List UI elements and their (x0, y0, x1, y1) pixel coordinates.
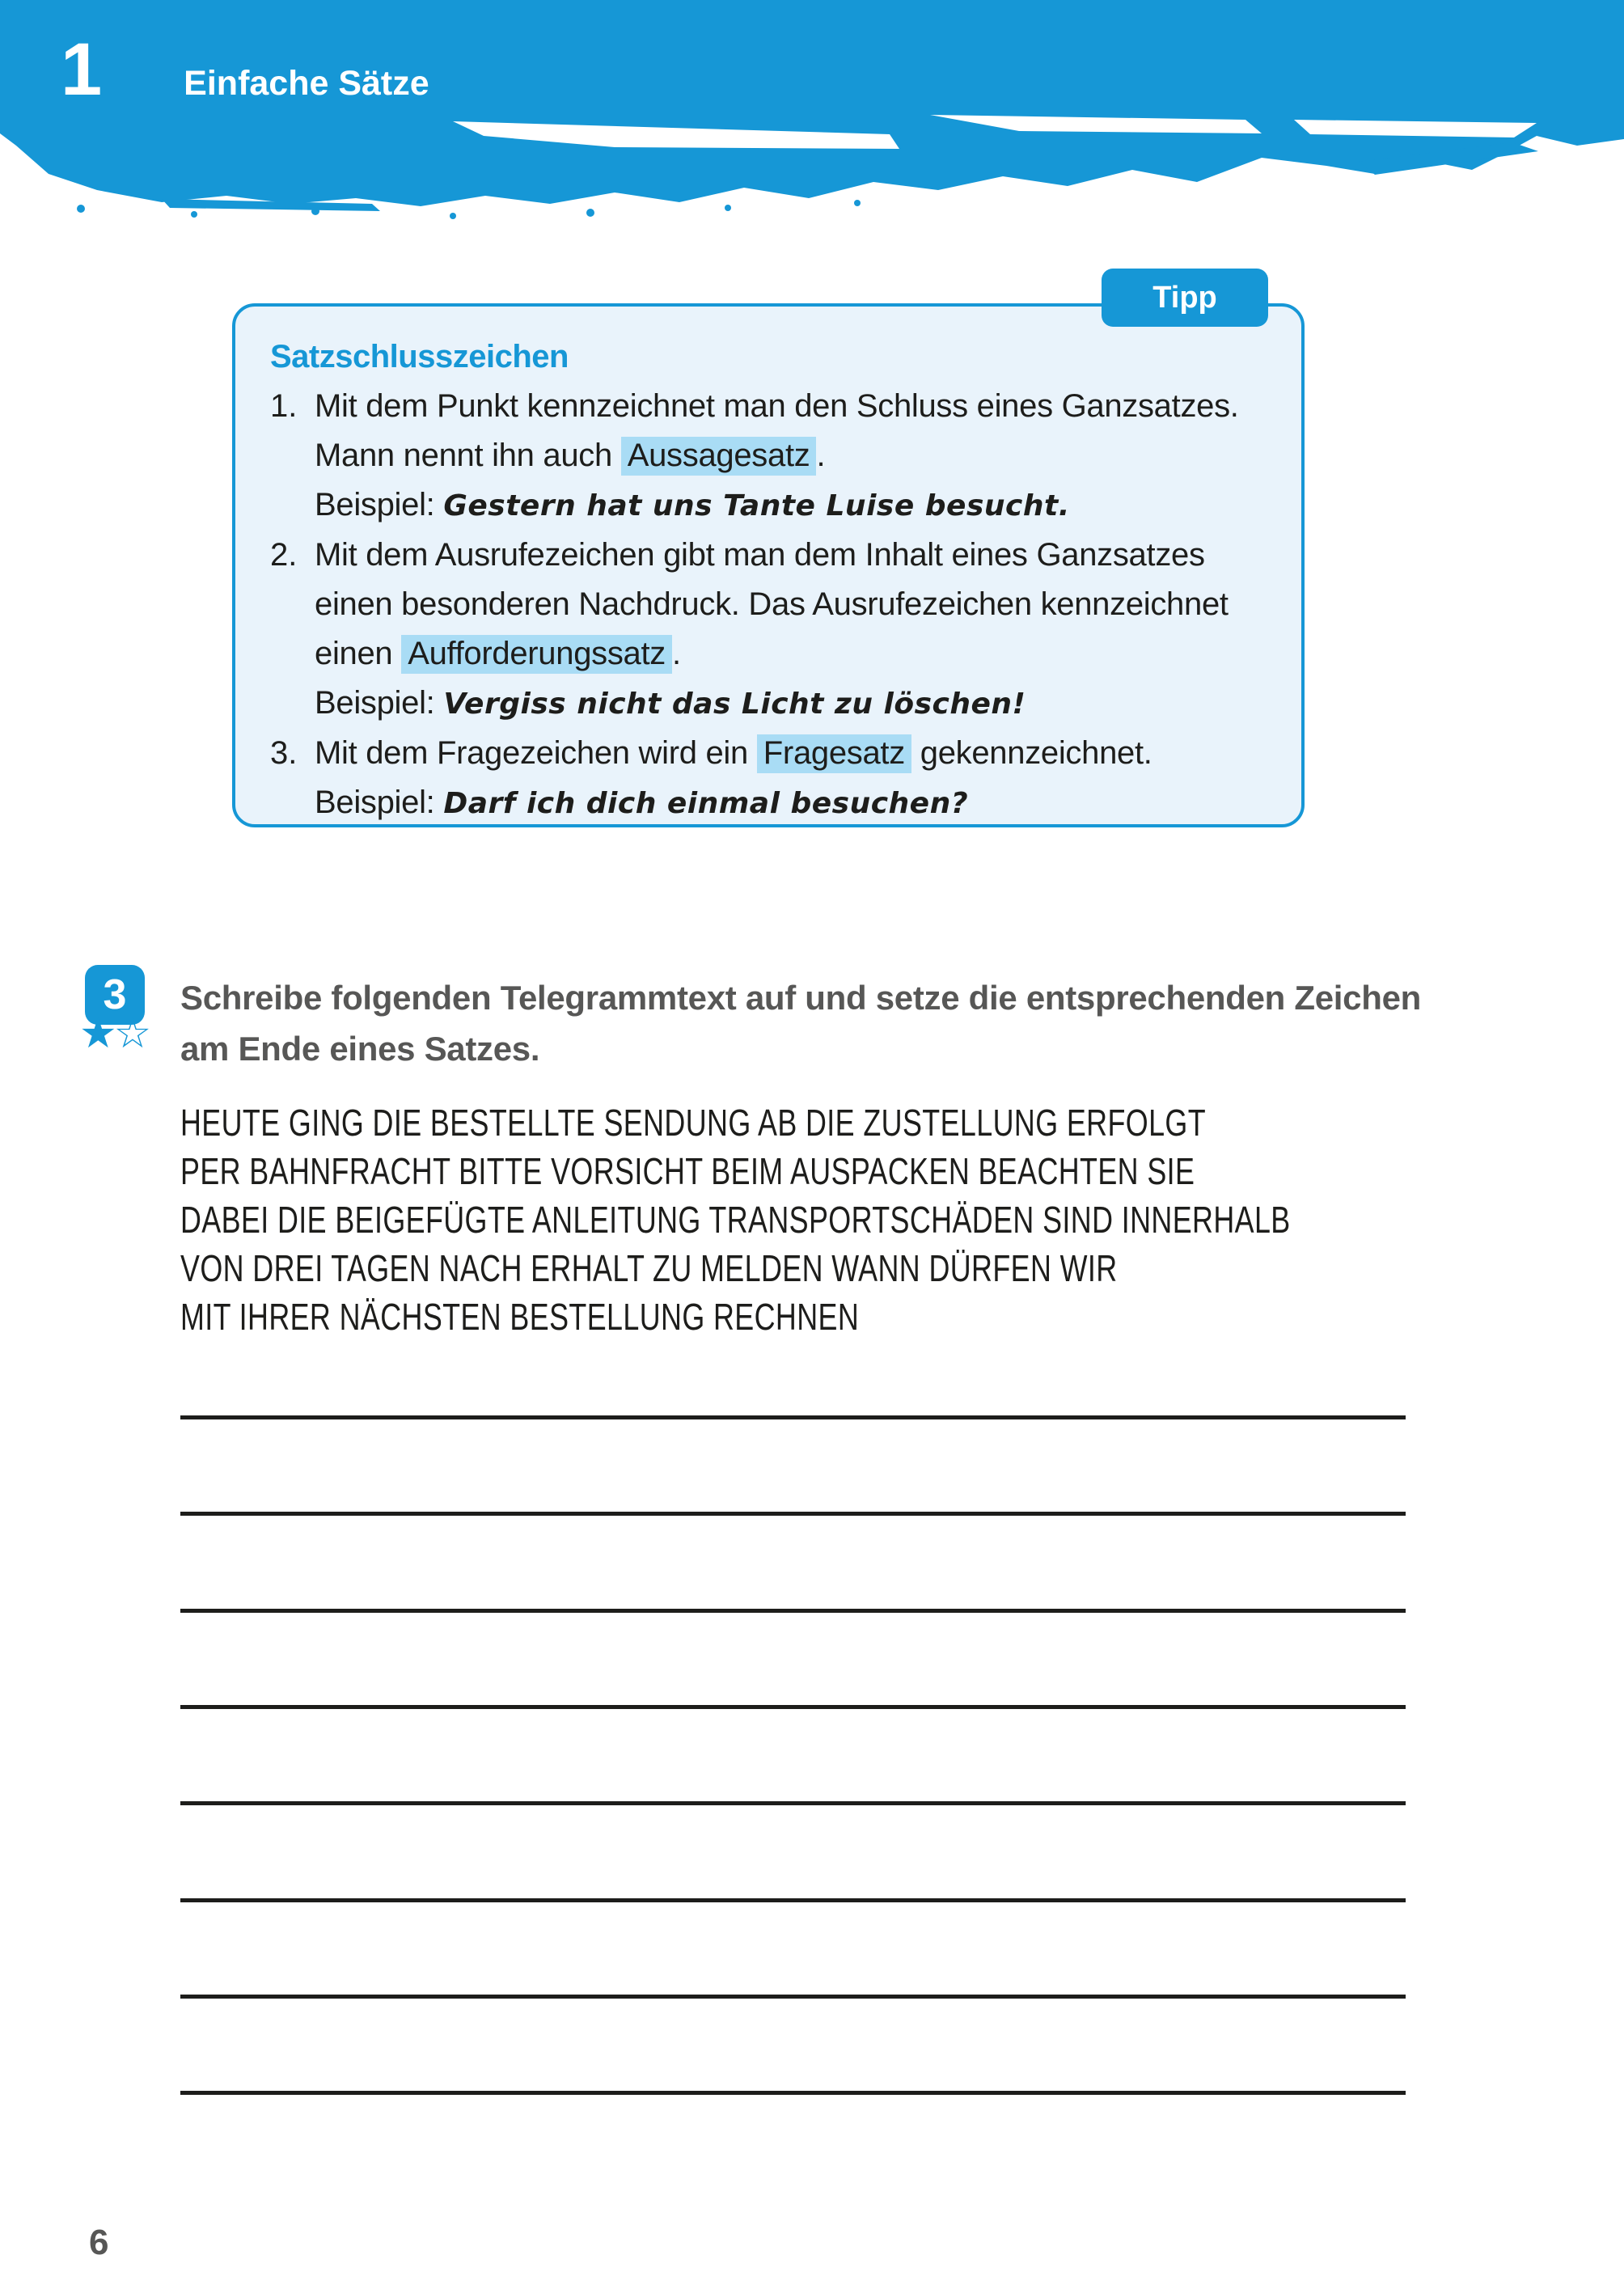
tip-list (270, 382, 1272, 828)
tip-tab-label: Tipp (1152, 280, 1217, 315)
highlighted-term: Aufforderungssatz (401, 635, 672, 674)
page-number: 6 (89, 2223, 109, 2262)
tip-text: Beispiel: (315, 785, 444, 820)
tip-list-item (270, 382, 1272, 531)
chapter-number: 1 (61, 28, 101, 111)
tip-box (232, 303, 1305, 827)
tip-line (315, 431, 1272, 480)
telegram-line: MIT IHRER NÄCHSTEN BESTELLUNG RECHNEN (180, 1296, 860, 1338)
tip-line (315, 629, 1272, 679)
tip-text: gekennzeichnet. (911, 735, 1152, 771)
tip-list-item (270, 531, 1272, 729)
handwritten-example: Gestern hat uns Tante Luise besucht. (443, 489, 1070, 522)
chapter-header-band (0, 0, 1624, 226)
telegram-line: DABEI DIE BEIGEFÜGTE ANLEITUNG TRANSPORTSCHÄDEN SIND INNERHALB (180, 1199, 1291, 1241)
ruled-answer-line (180, 1609, 1406, 1613)
ruled-answer-line (180, 1801, 1406, 1805)
tip-line (315, 480, 1272, 531)
star-filled-icon: ★ (79, 1010, 114, 1057)
tip-text: . (672, 636, 681, 671)
tip-text: Beispiel: (315, 487, 444, 522)
tip-item-lines (315, 382, 1272, 531)
ruled-answer-line (180, 1705, 1406, 1709)
exercise-number: 3 (103, 971, 127, 1018)
tip-line (315, 580, 1272, 629)
telegram-line: PER BAHNFRACHT BITTE VORSICHT BEIM AUSPACKEN BEACHTEN SIE (180, 1150, 1195, 1192)
tip-box-content (235, 307, 1301, 828)
tip-text: Mit dem Fragezeichen wird ein (315, 735, 757, 771)
tip-item-number: 2. (270, 537, 298, 573)
telegram-line: HEUTE GING DIE BESTELLTE SENDUNG AB DIE ZUSTELLUNG ERFOLGT (180, 1102, 1207, 1144)
tip-text: Beispiel: (315, 685, 444, 721)
ruled-answer-line (180, 1415, 1406, 1419)
telegram-text (180, 1098, 1555, 1341)
tip-item-number: 1. (270, 388, 298, 424)
tip-box-title: Satzschlusszeichen (270, 339, 569, 374)
tip-item-number: 3. (270, 735, 298, 771)
ruled-answer-line (180, 1898, 1406, 1902)
tip-item-lines (315, 531, 1272, 729)
ruled-answer-line (180, 1995, 1406, 1999)
chapter-title: Einfache Sätze (184, 64, 429, 103)
ruled-answer-line (180, 2091, 1406, 2095)
difficulty-stars (79, 1010, 149, 1057)
tip-text: einen (315, 636, 402, 671)
tip-text: einen besonderen Nachdruck. Das Ausrufezeichen kennzeichnet (315, 586, 1229, 622)
tip-text: . (816, 438, 826, 473)
tip-list-item (270, 729, 1272, 828)
exercise-instruction-line: Schreibe folgenden Telegrammtext auf und setze die entsprechenden Zeichen (180, 979, 1422, 1017)
telegram-line: VON DREI TAGEN NACH ERHALT ZU MELDEN WANN DÜRFEN WIR (180, 1247, 1118, 1289)
handwritten-example: Vergiss nicht das Licht zu löschen! (443, 687, 1026, 721)
tip-item-lines (315, 729, 1272, 828)
tip-line (315, 531, 1272, 580)
tip-line (315, 382, 1272, 431)
tip-line (315, 778, 1272, 828)
exercise-instruction (180, 972, 1442, 1074)
ruled-answer-line (180, 1512, 1406, 1516)
tip-line (315, 729, 1272, 778)
tip-text: Mit dem Ausrufezeichen gibt man dem Inhalt eines Ganzsatzes (315, 537, 1205, 573)
highlighted-term: Fragesatz (757, 734, 911, 773)
exercise-instruction-line: am Ende eines Satzes. (180, 1030, 540, 1068)
tip-text: Mann nennt ihn auch (315, 438, 621, 473)
handwritten-example: Darf ich dich einmal besuchen? (443, 787, 969, 820)
tip-line (315, 679, 1272, 729)
highlighted-term: Aussagesatz (621, 437, 817, 476)
star-outline-icon: ☆ (113, 1010, 149, 1057)
tip-text: Mit dem Punkt kennzeichnet man den Schluss eines Ganzsatzes. (315, 388, 1239, 424)
tip-tab (1102, 269, 1268, 327)
